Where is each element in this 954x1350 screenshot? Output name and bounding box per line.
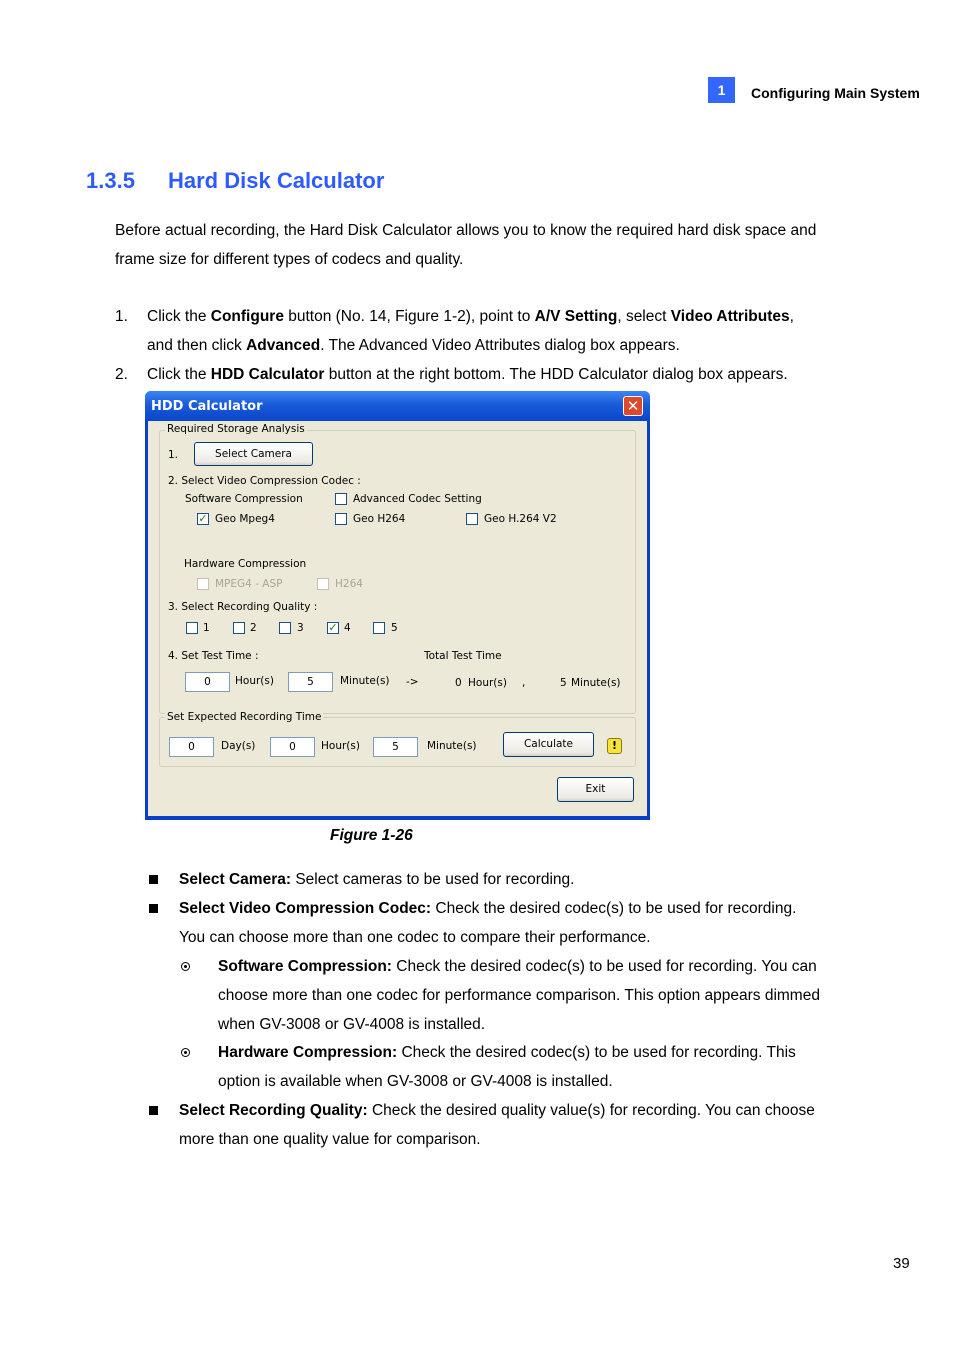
subbullet-hardware [218, 1038, 796, 1096]
bullet-desc: Check the desired codec(s) to be used for recording. This [397, 1044, 796, 1061]
comma-separator: , [522, 677, 526, 689]
geo-mpeg4-checkbox[interactable]: ✓ [198, 512, 208, 525]
chapter-title: Configuring Main System [751, 85, 920, 101]
quality-1-label: 1 [203, 622, 210, 634]
bullet-square-icon [149, 904, 158, 913]
total-test-time-label: Total Test Time [424, 650, 502, 662]
bullet-line: when GV-3008 or GV-4008 is installed. [218, 1016, 486, 1033]
text-run: , select [617, 308, 671, 325]
text-run: button at the right bottom. The HDD Calculator dialog box appears. [324, 366, 788, 383]
quality-3-label: 3 [297, 622, 304, 634]
step1-label: 1. [168, 449, 179, 461]
total-hours-value: 0 [455, 677, 462, 689]
bold-term: HDD Calculator [210, 366, 325, 383]
storage-analysis-group [159, 430, 636, 714]
bullet-circle-icon [181, 1048, 190, 1057]
total-minutes-value: 5 [560, 677, 567, 689]
bullet-line: choose more than one codec for performance comparison. This option appears dimmed [218, 987, 820, 1004]
quality-3-checkbox[interactable] [279, 622, 291, 634]
bullet-desc: Check the desired codec(s) to be used for recording. You can [391, 958, 817, 975]
bullet-term: Select Video Compression Codec: [179, 900, 432, 917]
text-run: button (No. 14, Figure 1-2), point to [283, 308, 535, 325]
figure-caption: Figure 1-26 [330, 827, 413, 844]
bullet-desc: Check the desired codec(s) to be used for recording. [431, 900, 797, 917]
bullet-select-camera [179, 865, 574, 894]
bullet-term: Select Camera: [179, 871, 292, 888]
step2-label: 2. Select Video Compression Codec : [168, 475, 361, 487]
step-line [147, 302, 794, 331]
step-number: 2. [115, 366, 128, 383]
calculate-button[interactable]: Calculate [503, 732, 594, 757]
quality-4-checkbox[interactable]: ✓ [328, 621, 338, 634]
total-hours-unit: Hour(s) [468, 677, 507, 689]
bullet-desc: Select cameras to be used for recording. [291, 871, 575, 888]
bullet-line [179, 894, 796, 923]
hardware-compression-label: Hardware Compression [184, 558, 307, 570]
hours-unit: Hour(s) [321, 740, 360, 752]
text-run: and then click [147, 337, 247, 354]
software-compression-label: Software Compression [185, 493, 303, 505]
bullet-line: more than one quality value for comparison. [179, 1131, 481, 1148]
storage-analysis-legend: Required Storage Analysis [167, 423, 305, 435]
test-hours-input[interactable]: 0 [185, 672, 230, 692]
bullet-line: You can choose more than one codec to compare their performance. [179, 929, 651, 946]
bullet-line [179, 1096, 815, 1125]
bold-term: A/V Setting [534, 308, 618, 325]
step-1-text [147, 302, 794, 360]
hdd-calculator-dialog [145, 391, 650, 820]
arrow-label: -> [406, 676, 419, 688]
expected-minutes-input[interactable]: 5 [373, 737, 418, 757]
bullet-line [218, 952, 820, 981]
bullet-line [218, 1038, 796, 1067]
hw-mpeg4-checkbox [197, 578, 209, 590]
step-line [147, 360, 788, 389]
minutes-unit: Minute(s) [427, 740, 477, 752]
geo-h264-v2-label: Geo H.264 V2 [484, 513, 557, 525]
bullet-desc: Check the desired quality value(s) for recording. You can choose [367, 1102, 815, 1119]
bold-term: Video Attributes [670, 308, 790, 325]
dialog-body [148, 421, 647, 816]
step-2-text [147, 360, 788, 389]
quality-5-label: 5 [391, 622, 398, 634]
geo-h264-label: Geo H264 [353, 513, 406, 525]
warning-icon[interactable]: ! [607, 738, 622, 754]
expected-days-input[interactable]: 0 [169, 737, 214, 757]
geo-h264-checkbox[interactable] [335, 513, 347, 525]
hw-h264-label: H264 [335, 578, 363, 590]
page-number: 39 [893, 1255, 910, 1272]
bullet-square-icon [149, 875, 158, 884]
geo-h264-v2-checkbox[interactable] [466, 513, 478, 525]
test-hours-unit: Hour(s) [235, 675, 274, 687]
bullet-term: Software Compression: [218, 958, 392, 975]
quality-5-checkbox[interactable] [373, 622, 385, 634]
bullet-line: option is available when GV-3008 or GV-4008 is installed. [218, 1073, 613, 1090]
bullet-select-codec [179, 894, 796, 952]
quality-2-label: 2 [250, 622, 257, 634]
quality-1-checkbox[interactable] [186, 622, 198, 634]
step-line [147, 331, 794, 360]
bold-term: Configure [210, 308, 284, 325]
intro-line: frame size for different types of codecs and quality. [115, 251, 464, 268]
intro-paragraph [115, 216, 816, 274]
advanced-codec-label: Advanced Codec Setting [353, 493, 482, 505]
bold-term: Advanced [246, 337, 321, 354]
expected-time-legend: Set Expected Recording Time [167, 711, 322, 723]
expected-hours-input[interactable]: 0 [270, 737, 315, 757]
days-unit: Day(s) [221, 740, 256, 752]
dialog-title: HDD Calculator [151, 399, 263, 414]
hw-mpeg4-label: MPEG4 - ASP [215, 578, 283, 590]
total-minutes-unit: Minute(s) [571, 677, 621, 689]
step3-label: 3. Select Recording Quality : [168, 601, 318, 613]
exit-button[interactable]: Exit [557, 777, 634, 802]
dialog-titlebar [145, 391, 650, 421]
bullet-term: Hardware Compression: [218, 1044, 398, 1061]
text-run: Click the [147, 366, 211, 383]
bullet-line [179, 865, 574, 894]
chapter-number-badge: 1 [708, 77, 735, 103]
close-icon[interactable]: ✕ [623, 396, 643, 416]
test-minutes-unit: Minute(s) [340, 675, 390, 687]
step4-label: 4. Set Test Time : [168, 650, 259, 662]
text-run: , [789, 308, 794, 325]
geo-mpeg4-label: Geo Mpeg4 [215, 513, 275, 525]
section-number: 1.3.5 [86, 168, 135, 193]
quality-4-label: 4 [344, 622, 351, 634]
select-camera-button[interactable]: Select Camera [194, 442, 313, 466]
intro-line: Before actual recording, the Hard Disk Calculator allows you to know the required hard disk space and [115, 222, 817, 239]
section-title: Hard Disk Calculator [168, 168, 385, 193]
step-number: 1. [115, 308, 128, 325]
text-run: . The Advanced Video Attributes dialog box appears. [320, 337, 680, 354]
bullet-recording-quality [179, 1096, 815, 1154]
bullet-term: Select Recording Quality: [179, 1102, 368, 1119]
quality-2-checkbox[interactable] [233, 622, 245, 634]
bullet-circle-icon [181, 962, 190, 971]
hw-h264-checkbox [317, 578, 329, 590]
subbullet-software [218, 952, 820, 1039]
text-run: Click the [147, 308, 211, 325]
test-minutes-input[interactable]: 5 [288, 672, 333, 692]
advanced-codec-checkbox[interactable] [335, 493, 347, 505]
bullet-square-icon [149, 1106, 158, 1115]
section-heading [86, 168, 384, 194]
